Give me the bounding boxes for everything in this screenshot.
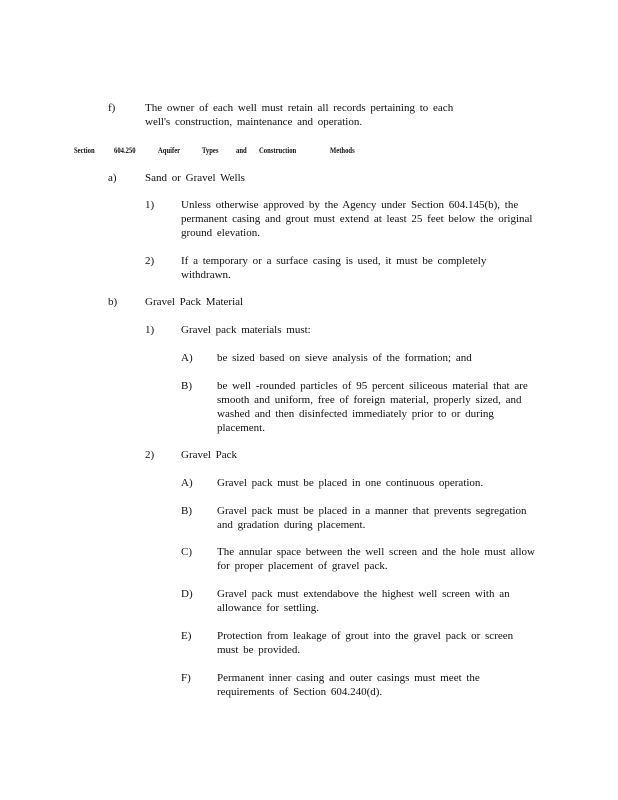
section-heading-title-word: Aquifer (158, 145, 181, 155)
item-label-b: b) (108, 296, 118, 308)
item-text-b: Gravel Pack Material (145, 296, 244, 308)
item-text-f: The owner of each well must retain all records pertaining to each well's construction, maintenance and operation. (145, 102, 454, 128)
item-label-b2B: B) (181, 505, 192, 517)
section-heading-number: 604.250 (114, 145, 136, 155)
item-text-a: Sand or Gravel Wells (145, 172, 245, 184)
item-text-b1: Gravel pack materials must: (181, 324, 311, 336)
item-text-b2C: The annular space between the well screen and the hole must allow for proper placement of gravel pack. (217, 546, 535, 572)
item-text-b2D: Gravel pack must extendabove the highest well screen with an allowance for settling. (217, 588, 510, 614)
section-heading-word: Section (74, 145, 95, 155)
item-label-a: a) (108, 172, 117, 184)
item-label-b1B: B) (181, 380, 192, 392)
item-label-a1: 1) (145, 199, 155, 211)
item-label-b1: 1) (145, 324, 155, 336)
section-heading-title-word: Methods (330, 145, 355, 155)
item-label-b1A: A) (181, 352, 193, 364)
item-text-a2: If a temporary or a surface casing is used, it must be completely withdrawn. (181, 255, 487, 281)
item-label-b2: 2) (145, 449, 155, 461)
item-label-b2A: A) (181, 477, 193, 489)
item-label-b2E: E) (181, 630, 192, 642)
item-text-b1B: be well -rounded particles of 95 percent siliceous material that are smooth and uniform, free of foreign material, properly sized, and washed and then disinfected immediately prior to or during placement. (217, 380, 528, 434)
item-text-b2E: Protection from leakage of grout into the gravel pack or screen must be provided. (217, 630, 514, 656)
item-text-a1: Unless otherwise approved by the Agency under Section 604.145(b), the permanent casing and grout must extend at least 25 feet below the original ground elevation. (181, 199, 533, 239)
item-label-b2C: C) (181, 546, 192, 558)
item-text-b1A: be sized based on sieve analysis of the formation; and (217, 352, 472, 364)
item-label-b2F: F) (181, 672, 191, 684)
item-text-b2A: Gravel pack must be placed in one continuous operation. (217, 477, 484, 489)
item-label-a2: 2) (145, 255, 155, 267)
item-text-b2: Gravel Pack (181, 449, 238, 461)
item-label-f: f) (108, 102, 116, 114)
section-heading-title-word: Types (202, 145, 219, 155)
item-text-b2F: Permanent inner casing and outer casings must meet the requirements of Section 604.240(d). (217, 672, 480, 698)
item-label-b2D: D) (181, 588, 193, 600)
item-text-b2B: Gravel pack must be placed in a manner that prevents segregation and gradation during placement. (217, 505, 527, 531)
section-heading-title-word: and (236, 145, 247, 155)
section-heading-title-word: Construction (259, 145, 297, 155)
